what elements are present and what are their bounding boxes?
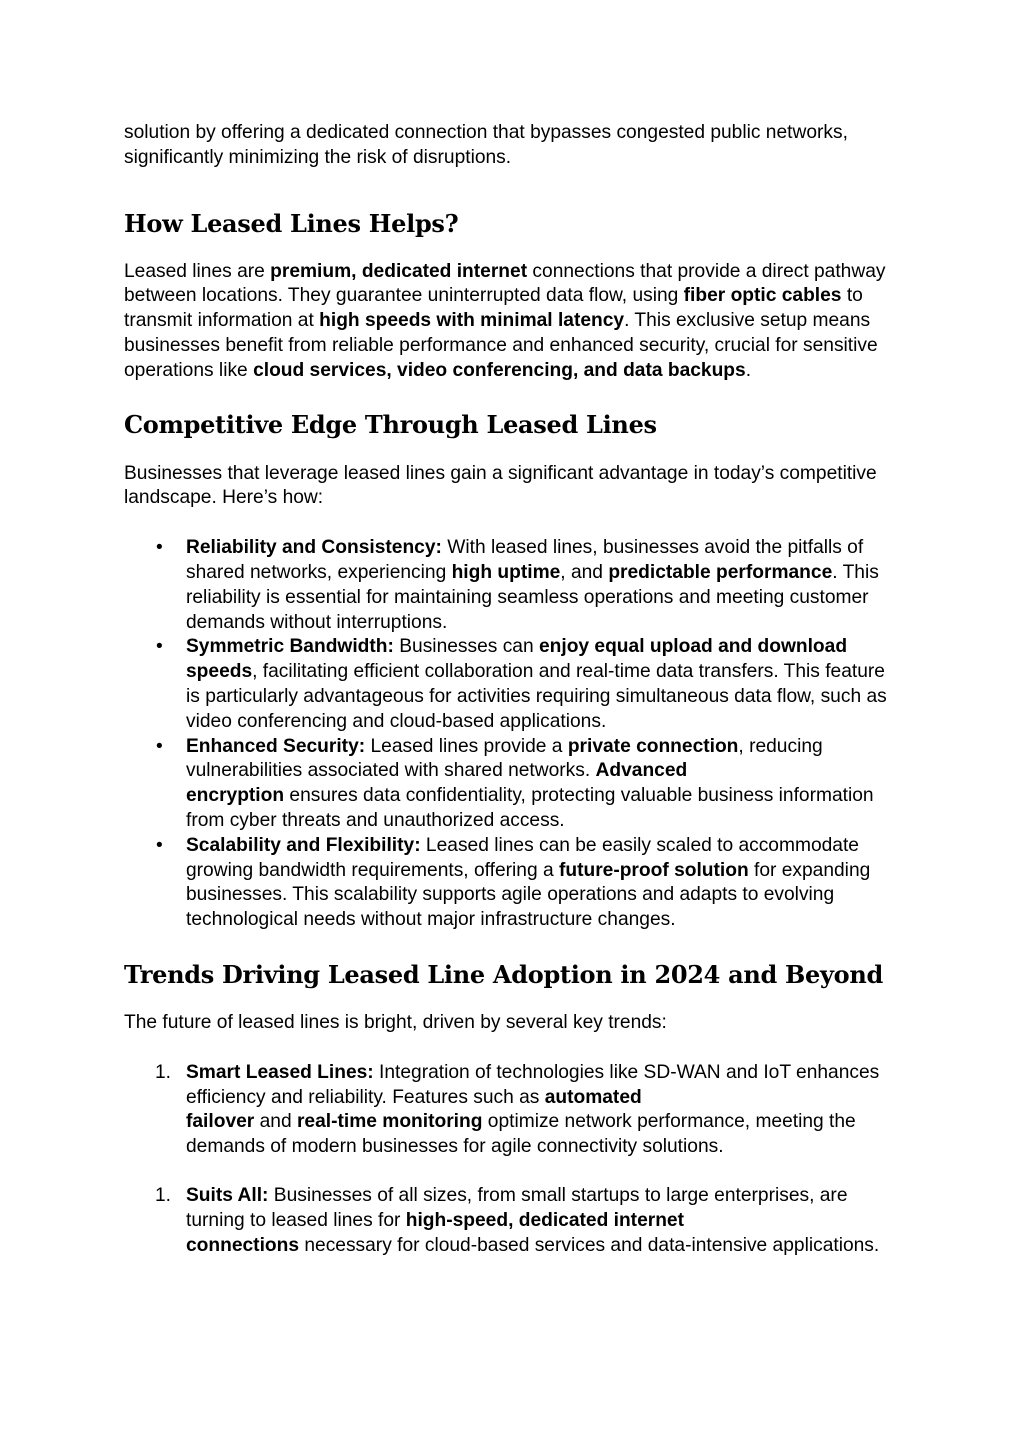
section3-intro: The future of leased lines is bright, driven by several key trends:: [124, 1011, 667, 1033]
bold-run: future-proof solution: [558, 859, 749, 881]
bullet-icon: •: [156, 735, 163, 757]
bullet-icon: •: [156, 537, 163, 559]
list-item: [156, 536, 904, 635]
bold-run: premium, dedicated internet: [270, 260, 528, 282]
heading-trends: Trends Driving Leased Line Adoption in 2024 and Beyond: [124, 959, 883, 989]
bold-run: fiber optic cables: [683, 285, 842, 307]
text-run: Leased lines can be easily scaled to accommodate growing bandwidth requirements, offering a: [186, 834, 859, 881]
text-run: .: [745, 359, 752, 381]
text-run: With leased lines, businesses avoid the pitfalls of shared networks, experiencing: [186, 537, 864, 583]
text-run: Leased lines provide a: [365, 735, 568, 757]
bold-run: encryption: [186, 785, 285, 807]
bullet-icon: •: [156, 636, 163, 658]
bold-run: real-time monitoring: [296, 1111, 483, 1133]
bold-run: connections: [186, 1234, 300, 1256]
item-label: Symmetric Bandwidth:: [186, 636, 394, 658]
bold-run: failover: [186, 1111, 255, 1133]
bold-run: high uptime: [451, 561, 561, 583]
item-label: Smart Leased Lines:: [186, 1061, 374, 1083]
bold-run: cloud services, video conferencing, and data backups: [253, 359, 746, 381]
list-item: [156, 635, 904, 734]
item-label: Reliability and Consistency:: [186, 537, 442, 559]
bold-run: high-speed, dedicated internet: [405, 1209, 684, 1231]
list-item: [156, 735, 904, 834]
bullet-icon: •: [156, 834, 163, 856]
item-label: Suits All:: [186, 1184, 269, 1206]
section1-paragraph: [124, 260, 904, 384]
text-run: for expanding businesses. This scalability supports agile operations and adapts to evolving technological needs without major infrastructure changes.: [186, 859, 871, 931]
list-number: 1.: [155, 1184, 172, 1206]
text-run: necessary for cloud-based services and data-intensive applications.: [299, 1234, 880, 1256]
section2-intro: Businesses that leverage leased lines gain a significant advantage in today’s competitive landscape. Here’s how:: [124, 462, 877, 509]
list-number: 1.: [155, 1061, 172, 1083]
bold-run: Advanced: [595, 760, 688, 782]
text-run: Integration of technologies like SD-WAN and IoT enhances efficiency and reliability. Features such as: [186, 1061, 880, 1108]
text-run: Leased lines are: [124, 260, 271, 282]
bold-run: high speeds with minimal latency: [319, 310, 625, 332]
bold-run: enjoy equal upload and download speeds: [186, 636, 848, 683]
text-run: optimize network performance, meeting the demands of modern businesses for agile connectivity solutions.: [186, 1111, 856, 1158]
text-run: ensures data confidentiality, protecting valuable business information from cyber threats and unauthorized access.: [186, 785, 874, 831]
text-run: connections that provide a direct pathway between locations. They guarantee uninterrupted data flow, using: [124, 260, 886, 307]
text-run: Businesses of all sizes, from small startups to large enterprises, are turning to leased lines for: [186, 1184, 848, 1231]
bold-run: predictable performance: [608, 561, 833, 583]
text-run: and: [254, 1111, 297, 1133]
heading-how-leased-lines-helps: How Leased Lines Helps?: [124, 208, 459, 238]
text-run: . This reliability is essential for maintaining seamless operations and meeting customer demands without interruptions.: [186, 561, 879, 633]
list-item: [156, 834, 904, 933]
intro-text: solution by offering a dedicated connection that bypasses congested public networks, significantly minimizing the risk of disruptions.: [124, 122, 848, 168]
list-item: [155, 1184, 904, 1258]
list-item: [155, 1061, 904, 1160]
text-run: . This exclusive setup means businesses benefit from reliable performance and enhanced security, crucial for sensitive operations like: [124, 310, 878, 381]
bold-run: automated: [544, 1086, 642, 1108]
text-run: Businesses can: [393, 636, 539, 658]
item-label: Enhanced Security:: [186, 735, 366, 757]
text-run: , facilitating efficient collaboration and real-time data transfers. This feature is particularly advantageous for activities requiring simultaneous data flow, such as video conferencing and cloud-based applications.: [186, 661, 887, 732]
text-run: , reducing vulnerabilities associated with shared networks.: [186, 735, 823, 782]
trends-list: [124, 1061, 904, 1259]
heading-competitive-edge: Competitive Edge Through Leased Lines: [124, 409, 657, 439]
bold-run: private connection: [567, 735, 739, 757]
item-label: Scalability and Flexibility:: [186, 834, 421, 856]
document-page: [124, 121, 904, 1258]
text-run: to transmit information at: [124, 285, 863, 332]
advantages-list: [124, 536, 904, 933]
text-run: , and: [560, 561, 609, 583]
intro-paragraph: [124, 121, 904, 171]
